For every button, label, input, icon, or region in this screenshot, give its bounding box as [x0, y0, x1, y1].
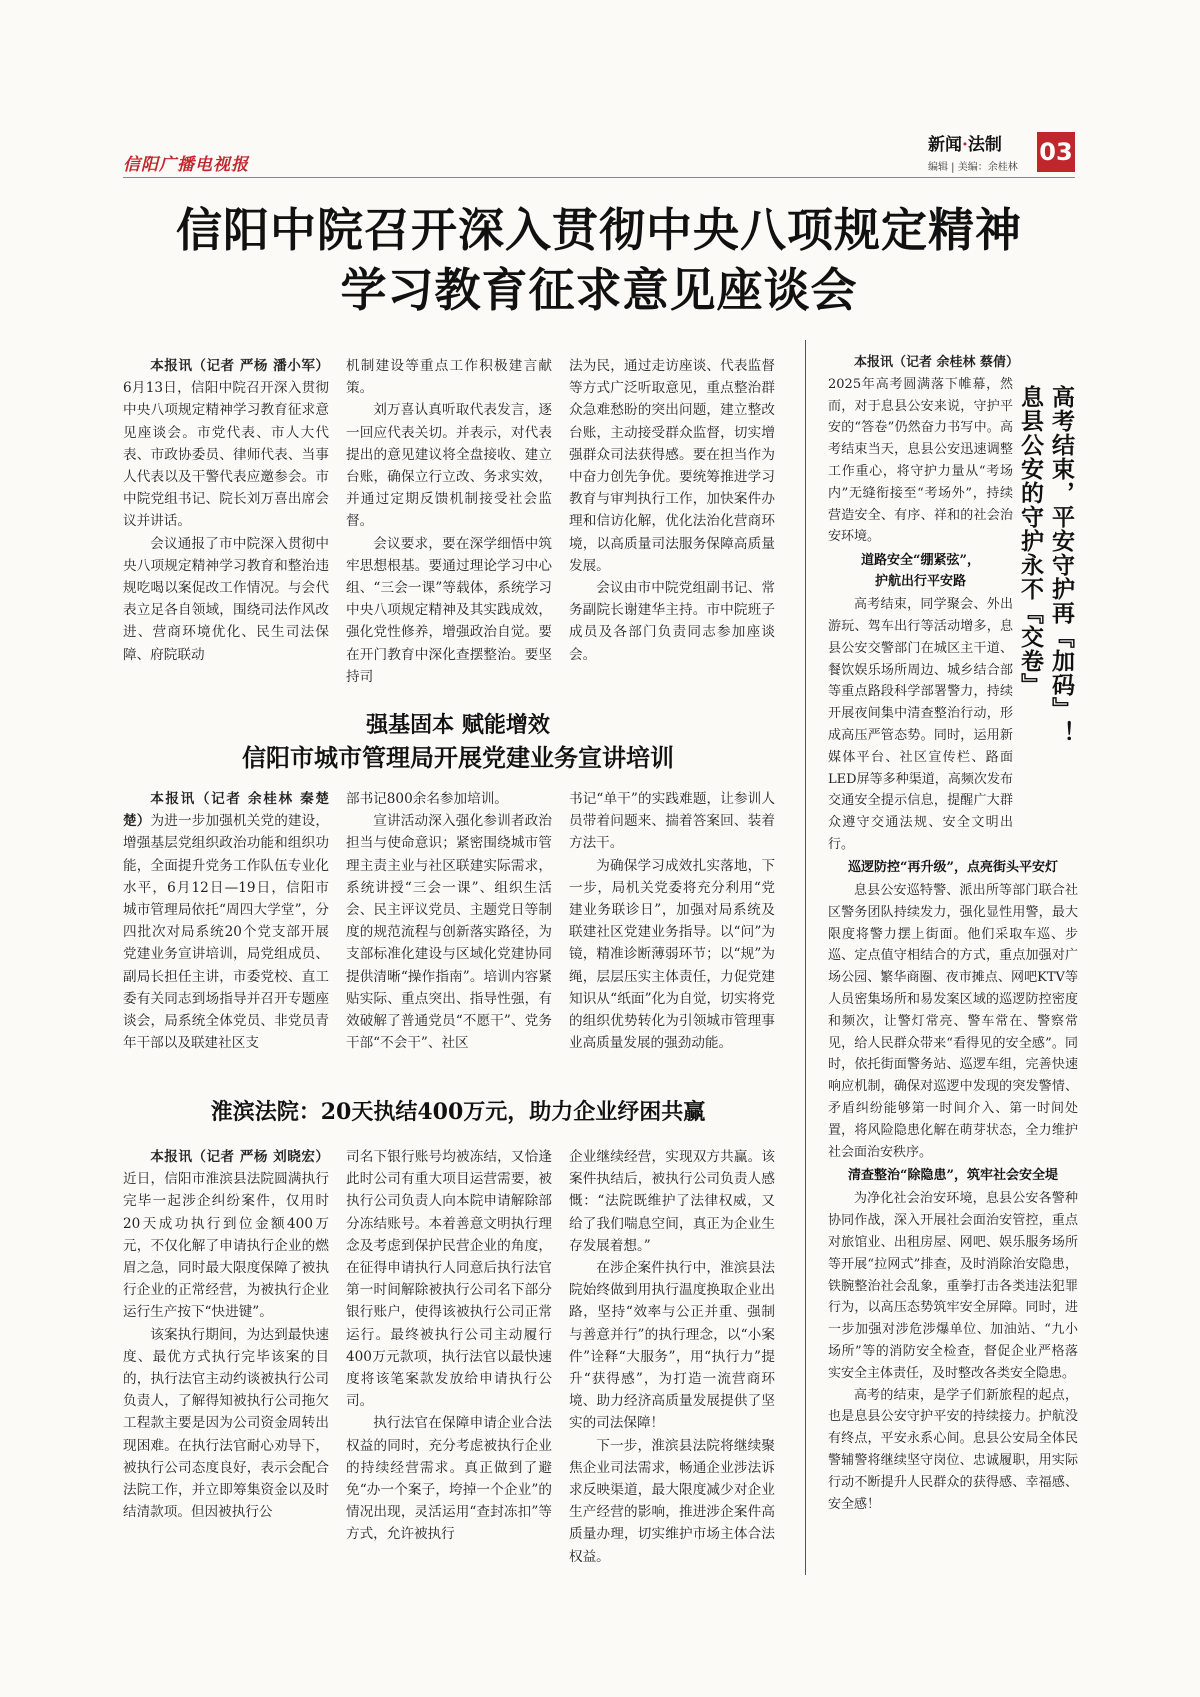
article2-column2: 部书记800余名参加培训。 宣讲活动深入强化参训者政治担当与使命意识；紧密围绕城市管理主责主业与社区联建实际需求，系统讲授“三会一课”、组织生活会、民主评议党员、主题党日等制度的规范流程与创新落实路径，为支部标准化建设与区域化党建协同提供清晰“操作指南”。培训内容紧贴实际、重点突出、指导性强，有效破解了普通党员“不愿干”、党务干部“不会干”、社区 [346, 791, 552, 1052]
page-number: 03 [1037, 132, 1075, 172]
section-editor: 编辑 | 美编：余桂林 [928, 162, 1018, 173]
article1-column1: 本报讯（记者 严杨 潘小军）6月13日，信阳中院召开深入贯彻中央八项规定精神学习教育征求意见座谈会。市党代表、市人大代表、市政协委员、律师代表、当事人代表以及干警代表应邀参会。市中院党组书记、院长刘万喜出席会议并讲话。 会议通报了市中院深入贯彻中央八项规定精神学习教育和整治违规吃喝以案促改工作情况。与会代表立足各自领域，围绕司法作风改进、营商环境优化、民生司法保障、府院联动 [123, 355, 329, 666]
header-rule [123, 177, 1075, 178]
newspaper-masthead: 信阳广播电视报 [123, 155, 249, 175]
article4-upper-text: 本报讯（记者 余桂林 蔡倩）2025年高考圆满落下帷幕，然而，对于息县公安来说，守护平安的“答卷”仍然奋力书写中。高考结束当天，息县公安迅速调整工作重心，将守护力量从“考场内”无缝衔接至“考场外”，持续营造安全、有序、祥和的社会治安环境。 道路安全“绷紧弦”， 护航出行平安路 高考结束，同学聚会、外出游玩、驾车出行等活动增多，息县公安交警部门在城区主干道、餐饮娱乐场所周边、城乡结合部等重点路段科学部署警力，持续开展夜间集中清查整治行动，形成高压严管态势。同时，运用新媒体平台、社区宣传栏、路面LED屏等多种渠道，高频次发布交通安全提示信息，提醒广大群众遵守交通法规、安全文明出行。 [828, 355, 1020, 852]
section-name: 新闻·法制 [928, 135, 1002, 155]
article1-column2: 机制建设等重点工作积极建言献策。 刘万喜认真听取代表发言，逐一回应代表关切。并表示，对代表提出的意见建议将全盘接收、建立台账，确保立行立改、务求实效，并通过定期反馈机制接受社会监督。 会议要求，要在深学细悟中筑牢思想根基。要通过理论学习中心组、“三会一课”等载体，系统学习中央八项规定精神及其实践成效，强化党性修养，增强政治自觉。要在开门教育中深化查摆整治。要坚持司 [346, 358, 552, 685]
article1-title-line2: 学习教育征求意见座谈会 [340, 263, 858, 317]
article1-paragraph: 会议通报了市中院深入贯彻中央八项规定精神学习教育和整治违规吃喝以案促改工作情况。与会代表立足各自领域，围绕司法作风改进、营商环境优化、民生司法保障、府院联动 [123, 535, 329, 663]
article4-byline: 本报讯（记者 余桂林 蔡倩） [854, 355, 1020, 370]
article4-subhead1: 道路安全“绷紧弦”， 护航出行平安路 [861, 553, 980, 590]
article2-column1: 本报讯（记者 余桂林 秦楚楚）为进一步加强机关党的建设，增强基层党组织政治功能和组织功能，全面提升党务工作队伍专业化水平，6月12日—19日，信阳市城市管理局依托“周四大学堂”，分四批次对局系统20个党支部开展党建业务宣讲培训，局党组成员、副局长担任主讲，市委党校、直工委有关同志到场指导并召开专题座谈会，局系统全体党员、非党员青年干部以及联建社区支 [123, 791, 330, 1052]
article4-subhead2: 巡逻防控“再升级”，点亮街头平安灯 [848, 860, 1058, 875]
article4-subhead3: 清查整治“除隐患”，筑牢社会安全堤 [848, 1168, 1058, 1184]
article2-kicker: 强基固本 赋能增效 [366, 712, 550, 738]
article3-column1: 本报讯（记者 严杨 刘晓宏）近日，信阳市淮滨县法院圆满执行完毕一起涉企纠纷案件，仅用时20天成功执行到位金额400万元，不仅化解了申请执行企业的燃眉之急，同时最大限度保障了被执行企业的正常经营，为被执行企业运行生产按下“快进键”。 该案执行期间，为达到最快速度、最优方式执行完毕该案的目的，执行法官主动约谈被执行公司负责人，了解得知被执行公司拖欠工程款主要是因为公司资金周转出现困难。在执行法官耐心劝导下，被执行公司态度良好，表示会配合法院工作，并立即筹集资金以及时结清款项。但因被执行公 [123, 1149, 329, 1521]
article1-column3: 法为民，通过走访座谈、代表监督等方式广泛听取意见，重点整治群众急难愁盼的突出问题，建立整改台账，主动接受群众监督，切实增强群众司法获得感。要在担当作为中奋力创先争优。要统筹推进学习教育与审判执行工作，加快案件办理和信访化解，优化法治化营商环境，以高质量司法服务保障高质量发展。 会议由市中院党组副书记、常务副院长谢建华主持。市中院班子成员及各部门负责同志参加座谈会。 [569, 358, 775, 663]
article4-lower-text: 巡逻防控“再升级”，点亮街头平安灯 息县公安巡特警、派出所等部门联合社区警务团队持续发力，强化显性用警，最大限度将警力摆上街面。他们采取车巡、步巡、定点值守相结合的方式，重点加强对广场公园、繁华商圈、夜市摊点、网吧KTV等人员密集场所和易发案区域的巡逻防控密度和频次，让警灯常亮、警车常在、警察常见，给人民群众带来“看得见的安全感”。同时，依托街面警务站、巡逻车组，完善快速响应机制，确保对巡逻中发现的突发警情、矛盾纠纷能够第一时间介入、第一时间处置，将风险隐患化解在萌芽状态，全力维护社会面治安秩序。 清查整治“除隐患”，筑牢社会安全堤 为净化社会治安环境，息县公安各警种协同作战，深入开展社会面治安管控，重点对旅馆业、出租房屋、网吧、娱乐服务场所等开展“拉网式”排查，及时消除治安隐患，铁腕整治社会乱象，重拳打击各类违法犯罪行为，以高压态势筑牢安全屏障。同时，进一步加强对涉危涉爆单位、加油站、“九小场所”等的消防安全检查，督促企业严格落实安全主体责任，及时整改各类安全隐患。 高考的结束，是学子们新旅程的起点，也是息县公安守护平安的持续接力。护航没有终点，平安永系心间。息县公安局全体民警辅警将继续坚守岗位、忠诚履职，用实际行动不断提升人民群众的获得感、幸福感、安全感！ [828, 855, 1078, 1515]
article1-title-line1: 信阳中院召开深入贯彻中央八项规定精神 [176, 203, 1022, 257]
article4-title-line1: 高考结束，平安守护再『加码』！ [1048, 385, 1075, 745]
article1-byline: 本报讯（记者 严杨 潘小军） [150, 358, 329, 374]
article2-byline: 本报讯（记者 余桂林 秦楚楚） [123, 791, 329, 830]
article3-column3: 企业继续经营，实现双方共赢。该案件执结后，被执行公司负责人感慨：“法院既维护了法律权威，又给了我们喘息空间，真正为企业生存发展着想。” 在涉企案件执行中，淮滨县法院始终做到用执行温度换取企业出路，坚持“效率与公正并重、强制与善意并行”的执行理念，以“小案件”诠释“大服务”，用“执行力”提升“获得感”，为打造一流营商环境、助力经济高质量发展提供了坚实的司法保障！ 下一步，淮滨县法院将继续聚焦企业司法需求，畅通企业涉法诉求反映渠道，最大限度减少对企业生产经营的影响，推进涉企案件高质量办理，切实维护市场主体合法权益。 [569, 1149, 775, 1565]
article3-byline: 本报讯（记者 严杨 刘晓宏） [150, 1149, 329, 1165]
column-divider [805, 340, 806, 1575]
section-header [928, 130, 1018, 173]
article2-column3: 书记“单干”的实践难题，让参训人员带着问题来、揣着答案回、装着方法干。 为确保学习成效扎实落地，下一步，局机关党委将充分利用“党建业务联诊日”，加强对局系统及联建社区党建业务指导。以“问”为镜，精准诊断薄弱环节；以“规”为绳，层层压实主体责任，力促党建知识从“纸面”化为自觉，切实将党的组织优势转化为引领城市管理事业高质量发展的强劲动能。 [569, 791, 775, 1052]
article4-title-line2: 息县公安的守护永不『交卷』 [1017, 385, 1044, 697]
article3-column2: 司名下银行账号均被冻结，又恰逢此时公司有重大项目运营需要，被执行公司负责人向本院申请解除部分冻结账号。本着善意文明执行理念及考虑到保护民营企业的角度，在征得申请执行人同意后执行法官第一时间解除被执行公司名下部分银行账户，使得该被执行公司正常运行。最终被执行公司主动履行400万元款项，执行法官以最快速度将该笔案款发放给申请执行公司。 执行法官在保障申请企业合法权益的同时，充分考虑被执行企业的持续经营需求。真正做到了避免“办一个案子，垮掉一个企业”的情况出现，灵活运用“查封冻扣”等方式，允许被执行 [346, 1149, 552, 1543]
article3-title: 淮滨法院：20天执结400万元，助力企业纾困共赢 [210, 1099, 706, 1125]
article2-title: 信阳市城市管理局开展党建业务宣讲培训 [242, 743, 674, 772]
